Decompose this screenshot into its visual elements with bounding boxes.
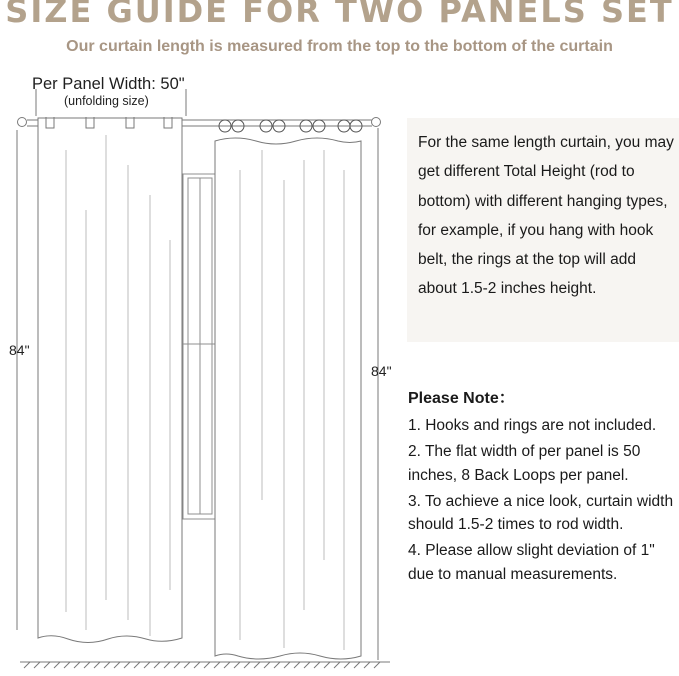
right-curtain-panel xyxy=(215,120,362,659)
notes-title: Please Note： xyxy=(408,390,515,407)
notes-list xyxy=(408,414,676,589)
info-text: For the same length curtain, you may get different Total Height (rod to bottom) with different hanging types, for example, if you hang with hook belt, the rings at the top will add about 1.5-2 inches height. xyxy=(418,134,674,298)
left-curtain-panel xyxy=(38,117,182,643)
left-height-label: 84" xyxy=(9,342,30,358)
panel-width-label: Per Panel Width: 50" xyxy=(32,75,185,93)
panel-width-sublabel: (unfolding size) xyxy=(64,94,149,108)
floor-line xyxy=(20,662,390,668)
note-item: 4. Please allow slight deviation of 1" due to manual measurements. xyxy=(408,542,655,583)
note-item: 3. To achieve a nice look, curtain width should 1.5-2 times to rod width. xyxy=(408,492,674,533)
note-item: 2. The flat width of per panel is 50 inches, 8 Back Loops per panel. xyxy=(408,443,641,484)
note-item: 1. Hooks and rings are not included. xyxy=(408,417,657,434)
page-title: SIZE GUIDE FOR TWO PANELS SET xyxy=(5,0,674,30)
right-height-label: 84" xyxy=(371,363,392,379)
window-frame xyxy=(182,174,217,519)
page-subtitle: Our curtain length is measured from the top to the bottom of the curtain xyxy=(66,38,613,55)
